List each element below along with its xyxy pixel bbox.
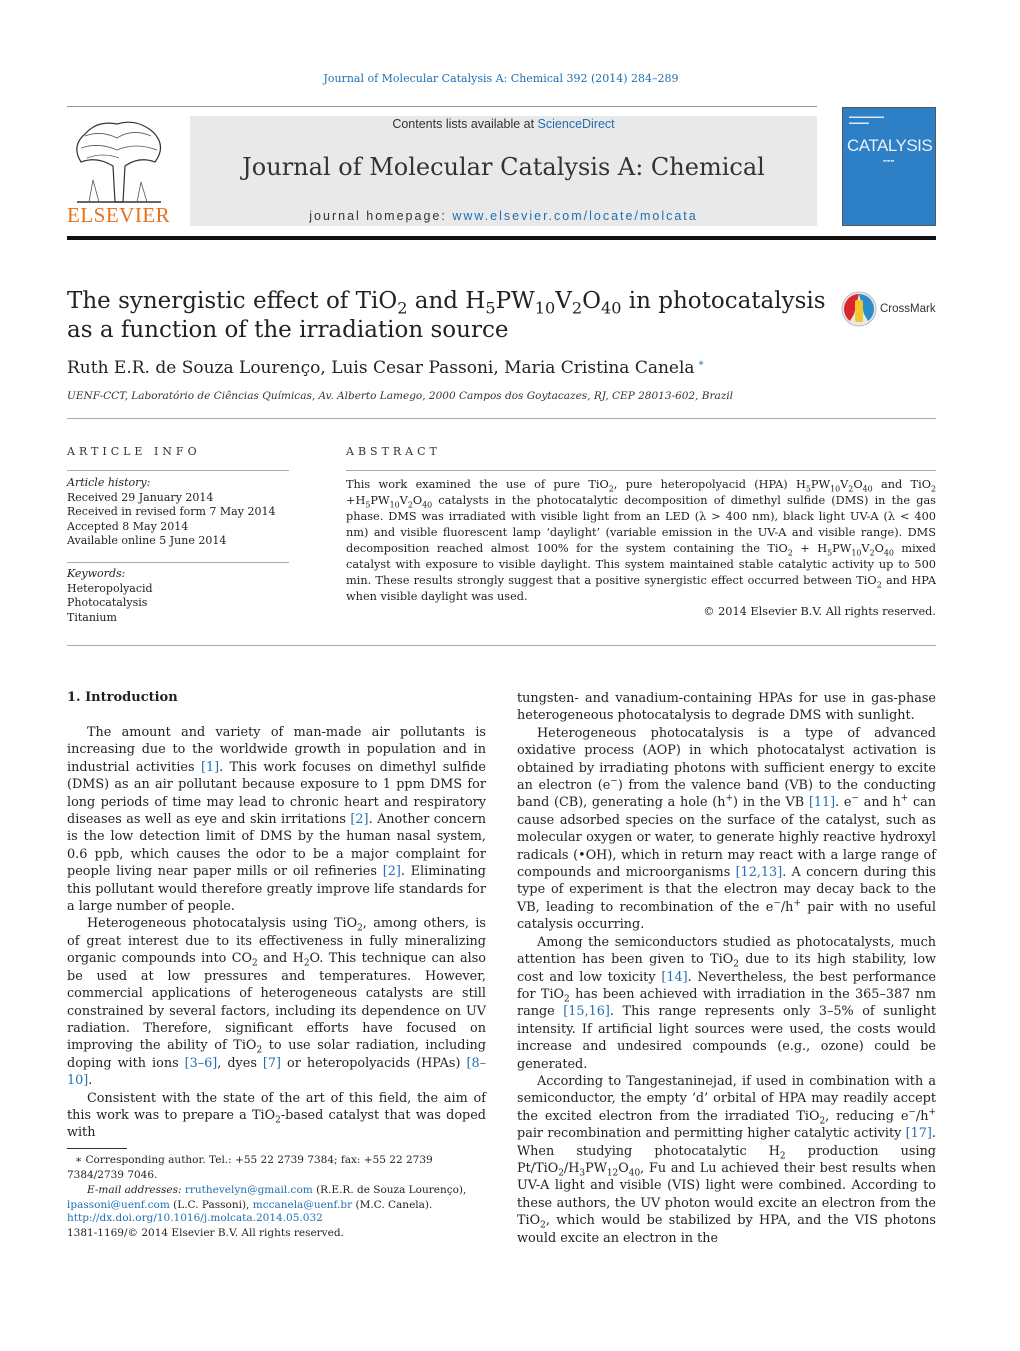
paragraph: Consistent with the state of the art of this field, the aim of this work was to prepare a TiO$_2$-based catalyst that was doped with	[67, 1090, 486, 1141]
cover-title: CATALYSIS	[847, 136, 933, 155]
abstract-text: This work examined the use of pure TiO$_2$, pure heteropolyacid (HPA) $H_5PW_{10}V_2O_{40}$ and $TiO_2 +H_5PW_{10}V_2O_{40}$ catalysts in the photocatalytic decomposition of dimethyl sulfide (DMS) in the gas phase. DMS was irradiated with visible light from an LED (λ > 400 nm), black light UV-A (λ < 400 nm) and visible fluorescent lamp ‘daylight’ (variable emission in the UV-A and visible range). DMS decomposition reached almost 100% for the system containing the $TiO_2 + H_5PW_{10}V_2O_{40}$ mixed catalyst with exposure to visible daylight. This system maintained stable catalytic activity up to 500 min. These results strongly suggest that a positive synergistic effect occurred between TiO$_2$ and HPA when visible daylight was used.	[346, 478, 936, 603]
issn-line: 1381-1169/© 2014 Elsevier B.V. All rights reserved.	[67, 1227, 344, 1239]
paragraph: According to Tangestaninejad, if used in combination with a semiconductor, the empty ‘d’ orbital of HPA may readily accept the excited electron from the irradiated TiO$_2$, reducing e−/h+ pair recombination and permitting higher catalytic activity [17]. When studying photocatalytic $H_2$ production using $Pt/TiO_2/H_3PW_{12}O_{40}$, Fu and Lu achieved their best results when UV-A light and visible (VIS) light were combined. According to these authors, the UV photon would excite an electron from the TiO$_2$, which would be stabilized by HPA, and the VIS photons would excite an electron in the	[517, 1073, 936, 1246]
footnote-rule	[67, 1148, 127, 1149]
journal-reference[interactable]: Journal of Molecular Catalysis A: Chemical 392 (2014) 284–289	[323, 72, 679, 85]
citation-link[interactable]: [2]	[382, 864, 401, 880]
keyword: Heteropolyacid	[67, 581, 153, 595]
citation-link[interactable]: [17]	[905, 1126, 932, 1142]
cover-subtitle: ▬▬▬	[883, 158, 895, 163]
citation-link[interactable]: [11]	[808, 795, 836, 811]
citation-link[interactable]: [7]	[262, 1055, 282, 1071]
journal-banner	[190, 116, 817, 226]
citation-link[interactable]: [8–10]	[67, 1055, 487, 1089]
title-line-2: as a function of the irradiation source	[67, 317, 509, 343]
keywords	[67, 567, 153, 625]
keyword: Titanium	[67, 610, 117, 624]
history-label: Article history:	[67, 476, 151, 489]
homepage-line	[190, 209, 817, 223]
citation-link[interactable]: [14]	[661, 969, 688, 985]
sciencedirect-link[interactable]: ScienceDirect	[537, 117, 615, 131]
section-heading: 1. Introduction	[67, 690, 178, 705]
divider	[67, 418, 936, 419]
divider	[67, 470, 289, 471]
elsevier-wordmark: ELSEVIER	[67, 203, 171, 227]
keywords-label: Keywords:	[67, 567, 126, 580]
journal-name: Journal of Molecular Catalysis A: Chemical	[242, 153, 765, 181]
corresponding-author-marker[interactable]: ∗	[694, 358, 705, 369]
email-addresses: E-mail addresses: rruthevelyn@gmail.com (R.E.R. de Souza Lourenço),	[87, 1184, 467, 1196]
history-online: Available online 5 June 2014	[67, 534, 227, 547]
history-accepted: Accepted 8 May 2014	[67, 519, 189, 533]
article-history	[67, 476, 275, 549]
email-link[interactable]: rruthevelyn@gmail.com	[184, 1184, 313, 1196]
paragraph: Heterogeneous photocatalysis using TiO$_2$, among others, is of great interest due to its effectiveness in fully mineralizing organic compounds into $CO_2$ and $H_2O$. This technique can also be used at low pressures and temperatures. However, commercial applications of heterogeneous catalysts are still constrained by several factors, including its dependence on UV radiation. Therefore, significant efforts have focused on improving the ability of TiO$_2$ to use solar radiation, including doping with ions [3–6], dyes [7] or heteropolyacids (HPAs) [8–10].	[67, 916, 487, 1089]
article-title: The synergistic effect of TiO$_2$ and $H_5PW_{10}V_2O_{40}$ in photocatalysis as a function of the irradiation source	[67, 288, 826, 343]
homepage-link[interactable]: www.elsevier.com/locate/molcata	[452, 209, 698, 223]
body-column-right	[517, 690, 936, 1247]
crossmark-badge[interactable]	[840, 290, 940, 330]
corresponding-author-note: ∗ Corresponding author. Tel.: +55 22 2739 7384; fax: +55 22 2739 7384/2739 7046.	[67, 1154, 433, 1181]
cover-header-lines: ▬▬▬▬▬▬▬ ▬▬▬▬	[849, 114, 884, 126]
history-received: Received 29 January 2014	[67, 490, 214, 504]
citation-link[interactable]: [12,13]	[735, 865, 783, 881]
copyright-notice: © 2014 Elsevier B.V. All rights reserved.	[703, 605, 936, 618]
article-info-heading: ARTICLE INFO	[67, 445, 201, 458]
crossmark-label: CrossMark	[880, 303, 936, 315]
journal-cover-thumbnail[interactable]	[842, 107, 936, 226]
keyword: Photocatalysis	[67, 596, 148, 609]
header-rule	[67, 106, 817, 107]
elsevier-logo[interactable]	[67, 116, 169, 228]
body-column-left	[67, 724, 486, 1142]
paragraph: The amount and variety of man-made air pollutants is increasing due to the worldwide growth in population and in industrial activities [1]. This work focuses on dimethyl sulfide (DMS) as an air pollutant because exposure to 1 ppm DMS for long periods of time may lead to chronic heart and respiratory diseases as well as eye and skin irritations [2]. Another concern is the low detection limit of DMS by the human nasal system, 0.6 ppb, which causes the odor to be a major complaint for people living near paper mills or oil refineries [2]. Eliminating this pollutant would therefore greatly improve life standards for a large number of people.	[67, 725, 486, 915]
citation-link[interactable]: [15,16]	[563, 1004, 610, 1020]
paragraph: Among the semiconductors studied as photocatalysts, much attention has been given to TiO$_2$ due to its high stability, low cost and low toxicity [14]. Nevertheless, the best performance for TiO$_2$ has been achieved with irradiation in the 365–387 nm range [15,16]. This range represents only 3–5% of sunlight intensity. If artificial light sources were used, the costs would increase and undesired compounds (e.g., ozone) could be generated.	[517, 934, 936, 1072]
crossmark-icon	[840, 290, 878, 328]
email-label: E-mail addresses:	[87, 1184, 182, 1196]
email-link[interactable]: mccanela@uenf.br	[252, 1199, 353, 1211]
citation-link[interactable]: [3–6]	[184, 1055, 218, 1071]
elsevier-tree-icon	[67, 116, 169, 204]
doi-link[interactable]: http://dx.doi.org/10.1016/j.molcata.2014.05.032	[67, 1212, 323, 1224]
divider	[67, 645, 936, 646]
abstract-heading: ABSTRACT	[346, 445, 441, 458]
paragraph: tungsten- and vanadium-containing HPAs for use in gas-phase heterogeneous photocatalysis to degrade DMS with sunlight.	[517, 691, 936, 724]
doi-block	[67, 1211, 344, 1241]
paragraph: Heterogeneous photocatalysis is a type of advanced oxidative process (AOP) in which photocatalyst activation is obtained by irradiating photons with sufficient energy to excite an electron (e−) from the valence band (VB) to the conducting band (CB), generating a hole (h+) in the VB [11]. e− and h+ can cause adsorbed species on the surface of the catalyst, such as molecular oxygen or water, to generate highly reactive hydroxyl radicals (•OH), which in return may react with a large range of compounds and microorganisms [12,13]. A concern during this type of experiment is that the electron may decay back to the VB, leading to recombination of the e−/h+ pair with no useful catalysis occurring.	[517, 725, 937, 933]
author-list	[67, 358, 705, 378]
footnotes	[67, 1153, 487, 1213]
homepage-prefix: journal homepage:	[309, 209, 453, 223]
divider	[67, 562, 289, 563]
email-link[interactable]: lpassoni@uenf.com	[67, 1199, 170, 1211]
citation-link[interactable]: [1]	[200, 759, 220, 775]
contents-line	[190, 117, 817, 131]
divider	[346, 470, 936, 471]
header-thick-rule	[67, 236, 936, 240]
authors-text: Ruth E.R. de Souza Lourenço, Luis Cesar Passoni, Maria Cristina Canela	[67, 358, 695, 378]
affiliation: UENF-CCT, Laboratório de Ciências Químicas, Av. Alberto Lamego, 2000 Campos dos Goytacazes, RJ, CEP 28013-602, Brazil	[67, 390, 734, 402]
history-revised: Received in revised form 7 May 2014	[67, 505, 276, 518]
citation-link[interactable]: [2]	[350, 812, 369, 828]
email-addresses-cont: lpassoni@uenf.com (L.C. Passoni), mccanela@uenf.br (M.C. Canela).	[67, 1199, 433, 1211]
contents-prefix: Contents lists available at	[392, 117, 538, 131]
